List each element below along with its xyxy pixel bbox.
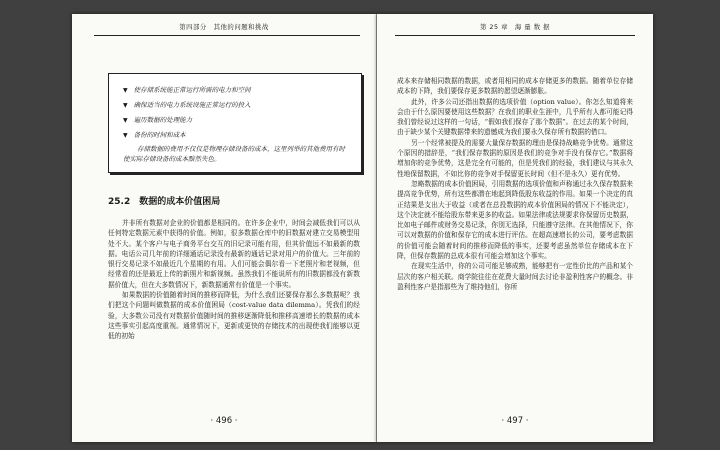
paragraph: 在现实生活中，你的公司可能足够成熟，能够把有一定性价比的产品和某个层次的客户相关联。商学院往往在花费大量时间去讨论非盈利性客户的概念。非盈利性客户是指那些为了维持他们，你所 xyxy=(397,262,633,291)
right-body-text xyxy=(397,76,633,292)
list-item: ▼ 遍历数据的处理能力 xyxy=(123,116,193,124)
triangle-bullet-icon: ▼ xyxy=(123,132,128,139)
paragraph: 如果数据的价值随着时间的推移而降低，为什么我们还要保存那么多数据呢？我们把这个问题叫做数据的成本价值困局（cost-value data dilemma）。凭我们的经验，大多数公司没有对数据价值随时间的推移逐渐降低和推移高速增长的数据的成本这些事实引起高度重视。通常情况下，更新或更快的存储技术的出现使我们能够以更低的初始 xyxy=(108,291,360,341)
running-head: 第 25 章 海 量 数 据 xyxy=(479,23,551,31)
triangle-bullet-icon: ▼ xyxy=(123,117,128,124)
paragraph: 另一个经常被提及的需要大量保存数据的理由是保持战略竞争优势。通常这个原因的措辞是，“我们保存数据的原因是我们的竞争对手没有保存它。”数据将增加你的竞争优势，这是完全有可能的，但是凭我们的经验，我们建议与其永久性地保留数据，不如比你的竞争对手保留更长时间（但不是永久）更有优势。 xyxy=(397,138,633,178)
list-item: ▼ 使存储系统能正常运行所需的电力和空间 xyxy=(123,86,251,94)
paragraph: 成本来存储相同数据的数据，或者用相同的成本存储更多的数据。随着单位存储成本的下降，我们要保存更多数据的愿望逐渐膨胀。 xyxy=(397,77,633,96)
triangle-bullet-icon: ▼ xyxy=(123,102,128,109)
box-note: 存储数据的费用不仅仅是物理存储设备的成本，这里列举的其他费用有时使实际存储设备的成本黯然失色。 xyxy=(123,145,345,163)
paragraph: 并非所有数据对企业的价值都是相同的。在许多企业中，时间会减低我们可以从任何特定数据元素中获得的价值。例如，很多数据仓库中的旧数据对建立交易模型用处不大。某个客户与电子商务平台交互的旧记录可能有用，但其价值远不如最新的数据。电话公司几年前的详细通话记录没有最新的通话记录对用户的价值大。三年前的银行交易记录不如最近几个星期的有用。人们可能会偶尔看一下老照片和老视频，但经常看的还是最近上传的新照片和新视频。虽然我们不能说所有的旧数据都没有新数据价值大，但在大多数情况下，新数据通常有价值是一个事实。 xyxy=(108,219,360,289)
page-number: · 496 · xyxy=(210,416,238,426)
paragraph: 此外，许多公司还指出数据的选项价值（option value）。你怎么知道将来会由于什么原因要使用这些数据？在我们的职业生涯中，几乎所有人都可能记得我们曾经说过这样的一句话，“假如我们保存了那个数据”。在过去的某个时间，由于缺少某个关键数据带来的遗憾成为我们要永久保存所有数据的借口。 xyxy=(397,97,633,137)
header-rule xyxy=(94,35,360,36)
page-number: · 497 · xyxy=(501,416,529,426)
triangle-bullet-icon: ▼ xyxy=(123,87,128,94)
page-497 xyxy=(377,14,653,442)
running-head: 第四部分 其他的问题和挑战 xyxy=(179,23,269,31)
paragraph: 忽略数据的成本价值困局，引用数据的选项价值和声称通过永久保存数据来提高竞争优势，所有这些都潜在地起到降低股东收益的作用。如果一个决定的真正结果是支出大于收益（或者在总投数据的成本价值困局的情况下不能决定），这个决定就不能给股东带来更多的收益。如果法律或法规要求你保留历史数据，比如电子邮件或财务交易记录，你别无选择，只能遵守法律。在其他情况下，你可以对数据的价值和保存它的成本进行评估。在超高速增长的公司，要考虑数据的价值可能会随着时间的推移而降低的事实，还要考虑虽然单位存储成本在下降，但保存数据的总成本很有可能会增加这个事实。 xyxy=(397,179,633,261)
cost-list xyxy=(109,74,361,143)
list-item: ▼ 备份的时间和成本 xyxy=(123,131,186,139)
header-rule xyxy=(395,35,635,36)
left-body-text xyxy=(108,218,360,342)
section-title: 25.2 数据的成本价值困局 xyxy=(108,197,221,207)
list-item: ▼ 确保适当的电力系统设施正常运行的投入 xyxy=(123,101,251,109)
page-496 xyxy=(72,14,376,442)
cost-list-box xyxy=(108,73,362,173)
